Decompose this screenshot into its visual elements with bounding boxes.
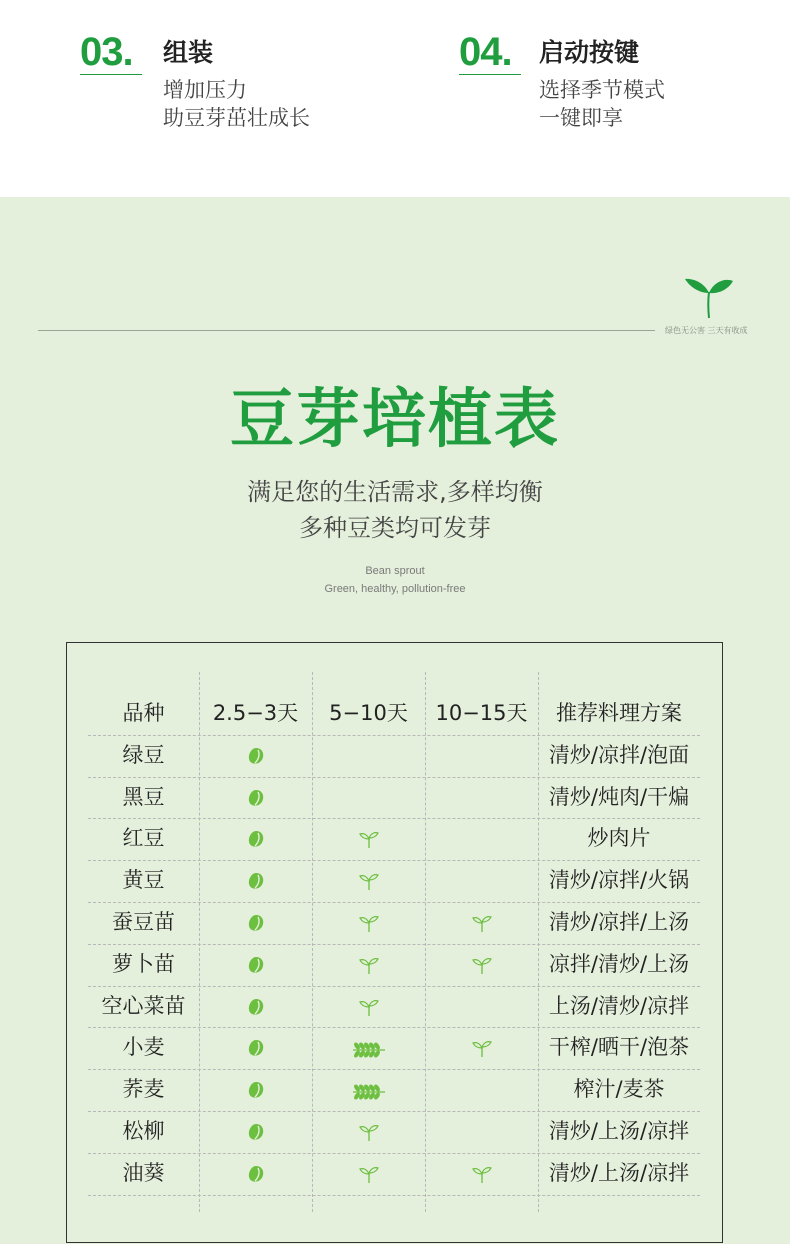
column-divider — [425, 672, 426, 1212]
column-divider — [312, 672, 313, 1212]
recipe-cell: 清炒/凉拌/泡面 — [548, 742, 690, 767]
step-number: 04. — [459, 30, 512, 74]
top-section — [0, 0, 790, 197]
sprout-icon — [359, 871, 379, 891]
step-underline — [459, 74, 521, 75]
sprout-icon — [359, 913, 379, 933]
seed-icon — [246, 1038, 266, 1058]
table-header-cell: 推荐料理方案 — [556, 701, 682, 725]
subtitle-line-2: 多种豆类均可发芽 — [299, 514, 491, 542]
recipe-cell: 上汤/清炒/凉拌 — [548, 993, 690, 1018]
recipe-cell: 清炒/上汤/凉拌 — [548, 1119, 690, 1143]
variety-cell: 萝卜苗 — [112, 951, 175, 976]
column-divider — [199, 672, 200, 1212]
seed-icon — [246, 829, 266, 849]
sprout-icon — [359, 955, 379, 975]
seed-icon — [246, 1080, 266, 1100]
recipe-cell: 清炒/上汤/凉拌 — [548, 1160, 690, 1185]
variety-cell: 红豆 — [122, 826, 165, 851]
seed-icon — [246, 746, 266, 766]
variety-cell: 荞麦 — [122, 1077, 165, 1102]
step-desc-line-2: 助豆芽茁壮成长 — [163, 106, 310, 130]
recipe-cell: 干榨/晒干/泡茶 — [548, 1035, 690, 1060]
sprout-icon — [472, 955, 492, 975]
seed-icon — [246, 913, 266, 933]
recipe-cell: 清炒/炖肉/干煸 — [548, 784, 690, 809]
seed-icon — [246, 1164, 266, 1184]
row-divider — [88, 1195, 700, 1196]
seed-icon — [246, 788, 266, 808]
wheat-icon — [351, 1038, 387, 1058]
divider-line — [38, 330, 655, 331]
variety-cell: 油葵 — [122, 1160, 165, 1185]
variety-cell: 黑豆 — [122, 784, 165, 809]
recipe-cell: 清炒/凉拌/上汤 — [548, 910, 690, 934]
step-underline — [80, 74, 142, 75]
sprout-icon — [359, 997, 379, 1017]
step-desc-line-1: 选择季节模式 — [539, 78, 665, 102]
sprout-icon — [359, 829, 379, 849]
seed-icon — [246, 955, 266, 975]
sprout-icon — [472, 1164, 492, 1184]
sprout-icon — [359, 1122, 379, 1142]
page-title: 豆芽培植表 — [230, 383, 560, 457]
step-title: 组装 — [163, 38, 214, 67]
step-desc-line-1: 增加压力 — [163, 78, 247, 102]
recipe-cell: 凉拌/清炒/上汤 — [548, 951, 690, 976]
subtitle-line-1: 满足您的生活需求,多样均衡 — [247, 478, 543, 506]
table-header-cell: 品种 — [122, 701, 165, 725]
sprout-logo-icon — [684, 276, 734, 320]
english-line-2: Green, healthy, pollution-free — [324, 583, 466, 595]
english-line-1: Bean sprout — [365, 565, 425, 577]
table-header-cell: 2.5−3天 — [212, 701, 299, 725]
recipe-cell: 榨汁/麦茶 — [573, 1077, 665, 1102]
table-header-cell: 10−15天 — [435, 701, 528, 725]
step-desc-line-2: 一键即享 — [539, 106, 623, 130]
seed-icon — [246, 1122, 266, 1142]
variety-cell: 小麦 — [122, 1035, 165, 1060]
sprout-icon — [472, 913, 492, 933]
variety-cell: 黄豆 — [122, 868, 165, 893]
slogan: 绿色无公害 三天有收成 — [665, 326, 748, 335]
recipe-cell: 炒肉片 — [587, 826, 651, 851]
sprout-icon — [359, 1164, 379, 1184]
recipe-cell: 清炒/凉拌/火锅 — [548, 868, 690, 893]
step-number: 03. — [80, 30, 133, 74]
variety-cell: 空心菜苗 — [101, 993, 186, 1018]
variety-cell: 蚕豆苗 — [112, 910, 175, 934]
sprout-icon — [472, 1038, 492, 1058]
seed-icon — [246, 871, 266, 891]
variety-cell: 绿豆 — [122, 742, 165, 767]
table-header-cell: 5−10天 — [329, 701, 408, 725]
variety-cell: 松柳 — [122, 1119, 165, 1143]
step-title: 启动按键 — [539, 38, 640, 67]
seed-icon — [246, 997, 266, 1017]
wheat-icon — [351, 1080, 387, 1100]
